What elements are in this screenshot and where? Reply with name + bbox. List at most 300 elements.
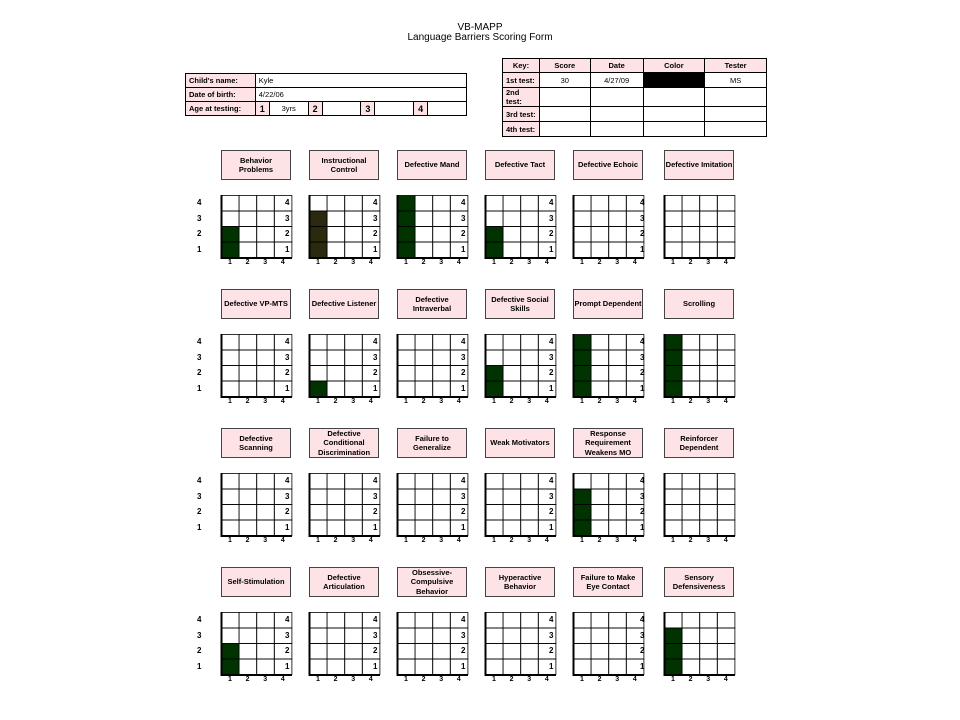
score-cell[interactable] — [415, 520, 433, 536]
score-cell[interactable] — [345, 505, 363, 521]
score-cell[interactable] — [327, 613, 345, 629]
score-cell[interactable] — [503, 381, 521, 397]
score-cell[interactable] — [717, 242, 735, 258]
key-tester-field[interactable] — [705, 107, 767, 122]
score-cell[interactable] — [717, 366, 735, 382]
score-cell[interactable] — [503, 489, 521, 505]
score-cell[interactable] — [574, 613, 592, 629]
score-cell[interactable] — [239, 628, 257, 644]
score-cell[interactable] — [310, 613, 328, 629]
score-cell[interactable] — [665, 474, 683, 490]
score-cell[interactable] — [415, 227, 433, 243]
score-cell[interactable] — [239, 505, 257, 521]
score-cell[interactable] — [310, 366, 328, 382]
child-name-field[interactable]: Kyle — [255, 74, 466, 88]
score-cell[interactable] — [415, 242, 433, 258]
score-cell[interactable] — [665, 196, 683, 212]
score-cell[interactable] — [345, 659, 363, 675]
score-cell[interactable] — [398, 628, 416, 644]
score-cell[interactable] — [700, 474, 718, 490]
score-cell[interactable] — [327, 242, 345, 258]
score-cell[interactable] — [239, 381, 257, 397]
score-cell[interactable] — [717, 628, 735, 644]
score-cell[interactable] — [486, 474, 504, 490]
score-cell[interactable] — [345, 489, 363, 505]
score-cell[interactable] — [415, 196, 433, 212]
score-cell[interactable] — [327, 659, 345, 675]
score-cell[interactable] — [700, 520, 718, 536]
score-cell[interactable] — [574, 211, 592, 227]
score-cell[interactable] — [222, 505, 240, 521]
score-cell[interactable] — [345, 242, 363, 258]
score-cell[interactable] — [398, 366, 416, 382]
score-cell[interactable] — [682, 489, 700, 505]
score-cell[interactable] — [257, 628, 275, 644]
score-cell[interactable] — [327, 227, 345, 243]
age-field-4[interactable] — [428, 102, 467, 116]
score-cell[interactable] — [682, 196, 700, 212]
score-cell[interactable] — [700, 211, 718, 227]
score-cell[interactable] — [345, 474, 363, 490]
score-cell[interactable] — [398, 350, 416, 366]
score-cell[interactable] — [503, 474, 521, 490]
score-cell[interactable] — [503, 366, 521, 382]
score-cell[interactable] — [433, 644, 451, 660]
score-cell[interactable] — [415, 644, 433, 660]
score-cell[interactable] — [415, 628, 433, 644]
score-cell[interactable] — [700, 659, 718, 675]
score-cell[interactable] — [239, 520, 257, 536]
score-cell[interactable] — [665, 211, 683, 227]
score-cell[interactable] — [521, 474, 539, 490]
score-cell[interactable] — [609, 613, 627, 629]
score-cell[interactable] — [239, 227, 257, 243]
score-cell[interactable] — [521, 659, 539, 675]
score-cell[interactable] — [574, 196, 592, 212]
score-cell[interactable] — [574, 474, 592, 490]
score-cell[interactable] — [591, 474, 609, 490]
score-cell[interactable] — [486, 644, 504, 660]
score-cell[interactable] — [700, 335, 718, 351]
score-cell[interactable] — [609, 211, 627, 227]
score-cell[interactable] — [222, 613, 240, 629]
score-cell[interactable] — [503, 242, 521, 258]
score-cell[interactable] — [591, 335, 609, 351]
score-cell[interactable] — [717, 474, 735, 490]
score-cell[interactable] — [609, 381, 627, 397]
score-cell[interactable] — [717, 227, 735, 243]
score-cell[interactable] — [486, 613, 504, 629]
score-cell[interactable] — [222, 211, 240, 227]
score-cell[interactable] — [433, 196, 451, 212]
score-cell[interactable] — [717, 350, 735, 366]
score-cell[interactable] — [327, 628, 345, 644]
score-cell[interactable] — [345, 196, 363, 212]
score-cell[interactable] — [503, 613, 521, 629]
score-cell[interactable] — [310, 335, 328, 351]
score-cell[interactable] — [591, 350, 609, 366]
score-cell[interactable] — [222, 350, 240, 366]
score-cell[interactable] — [682, 474, 700, 490]
score-cell[interactable] — [682, 659, 700, 675]
score-cell[interactable] — [433, 366, 451, 382]
score-cell[interactable] — [503, 211, 521, 227]
score-cell[interactable] — [521, 644, 539, 660]
score-cell[interactable] — [239, 211, 257, 227]
score-cell[interactable] — [503, 659, 521, 675]
score-cell[interactable] — [591, 242, 609, 258]
score-cell[interactable] — [433, 520, 451, 536]
score-cell[interactable] — [700, 350, 718, 366]
key-color-swatch[interactable] — [643, 73, 705, 88]
score-cell[interactable] — [521, 211, 539, 227]
score-cell[interactable] — [591, 211, 609, 227]
score-cell[interactable] — [591, 613, 609, 629]
score-cell[interactable] — [591, 381, 609, 397]
score-cell[interactable] — [310, 505, 328, 521]
score-cell[interactable] — [486, 628, 504, 644]
score-cell[interactable] — [398, 474, 416, 490]
score-cell[interactable] — [609, 659, 627, 675]
score-cell[interactable] — [609, 628, 627, 644]
score-cell[interactable] — [327, 520, 345, 536]
age-field-3[interactable] — [375, 102, 414, 116]
score-cell[interactable] — [257, 489, 275, 505]
score-cell[interactable] — [327, 505, 345, 521]
score-cell[interactable] — [415, 659, 433, 675]
score-cell[interactable] — [222, 366, 240, 382]
score-cell[interactable] — [257, 505, 275, 521]
dob-field[interactable]: 4/22/06 — [255, 88, 466, 102]
score-cell[interactable] — [609, 489, 627, 505]
score-cell[interactable] — [257, 659, 275, 675]
score-cell[interactable] — [574, 227, 592, 243]
score-cell[interactable] — [700, 489, 718, 505]
score-cell[interactable] — [486, 335, 504, 351]
score-cell[interactable] — [310, 520, 328, 536]
score-cell[interactable] — [257, 613, 275, 629]
key-score-field[interactable] — [539, 88, 590, 107]
score-cell[interactable] — [257, 211, 275, 227]
score-cell[interactable] — [327, 211, 345, 227]
score-cell[interactable] — [257, 196, 275, 212]
score-cell[interactable] — [398, 381, 416, 397]
score-cell[interactable] — [222, 474, 240, 490]
score-cell[interactable] — [222, 489, 240, 505]
score-cell[interactable] — [345, 613, 363, 629]
age-field-2[interactable] — [322, 102, 361, 116]
score-cell[interactable] — [345, 628, 363, 644]
score-cell[interactable] — [433, 505, 451, 521]
score-cell[interactable] — [327, 335, 345, 351]
score-cell[interactable] — [717, 644, 735, 660]
score-cell[interactable] — [682, 211, 700, 227]
score-cell[interactable] — [665, 505, 683, 521]
score-cell[interactable] — [257, 350, 275, 366]
score-cell[interactable] — [239, 644, 257, 660]
score-cell[interactable] — [609, 505, 627, 521]
score-cell[interactable] — [521, 196, 539, 212]
score-cell[interactable] — [682, 335, 700, 351]
score-cell[interactable] — [257, 474, 275, 490]
score-cell[interactable] — [591, 227, 609, 243]
score-cell[interactable] — [503, 227, 521, 243]
score-cell[interactable] — [700, 242, 718, 258]
score-cell[interactable] — [503, 350, 521, 366]
key-color-swatch[interactable] — [643, 107, 705, 122]
score-cell[interactable] — [700, 366, 718, 382]
score-cell[interactable] — [700, 613, 718, 629]
score-cell[interactable] — [503, 644, 521, 660]
score-cell[interactable] — [609, 196, 627, 212]
score-cell[interactable] — [521, 227, 539, 243]
score-cell[interactable] — [415, 335, 433, 351]
score-cell[interactable] — [700, 628, 718, 644]
score-cell[interactable] — [486, 196, 504, 212]
score-cell[interactable] — [433, 381, 451, 397]
score-cell[interactable] — [239, 613, 257, 629]
score-cell[interactable] — [415, 474, 433, 490]
score-cell[interactable] — [310, 489, 328, 505]
score-cell[interactable] — [682, 350, 700, 366]
score-cell[interactable] — [327, 366, 345, 382]
score-cell[interactable] — [327, 381, 345, 397]
score-cell[interactable] — [700, 381, 718, 397]
score-cell[interactable] — [574, 628, 592, 644]
score-cell[interactable] — [239, 659, 257, 675]
score-cell[interactable] — [433, 242, 451, 258]
score-cell[interactable] — [682, 613, 700, 629]
score-cell[interactable] — [609, 366, 627, 382]
score-cell[interactable] — [327, 350, 345, 366]
score-cell[interactable] — [700, 505, 718, 521]
key-color-swatch[interactable] — [643, 88, 705, 107]
score-cell[interactable] — [717, 520, 735, 536]
score-cell[interactable] — [609, 644, 627, 660]
score-cell[interactable] — [327, 489, 345, 505]
key-tester-field[interactable] — [705, 122, 767, 137]
score-cell[interactable] — [239, 242, 257, 258]
key-score-field[interactable]: 30 — [539, 73, 590, 88]
score-cell[interactable] — [609, 335, 627, 351]
score-cell[interactable] — [345, 227, 363, 243]
score-cell[interactable] — [222, 381, 240, 397]
score-cell[interactable] — [665, 242, 683, 258]
score-cell[interactable] — [591, 505, 609, 521]
score-cell[interactable] — [257, 366, 275, 382]
score-cell[interactable] — [345, 350, 363, 366]
score-cell[interactable] — [682, 505, 700, 521]
score-cell[interactable] — [222, 520, 240, 536]
score-cell[interactable] — [398, 505, 416, 521]
score-cell[interactable] — [310, 644, 328, 660]
score-cell[interactable] — [239, 474, 257, 490]
score-cell[interactable] — [239, 196, 257, 212]
score-cell[interactable] — [433, 350, 451, 366]
score-cell[interactable] — [486, 489, 504, 505]
score-cell[interactable] — [521, 628, 539, 644]
score-cell[interactable] — [521, 505, 539, 521]
score-cell[interactable] — [682, 227, 700, 243]
age-field-1[interactable]: 3yrs — [269, 102, 308, 116]
score-cell[interactable] — [503, 520, 521, 536]
score-cell[interactable] — [398, 520, 416, 536]
score-cell[interactable] — [591, 628, 609, 644]
score-cell[interactable] — [609, 474, 627, 490]
score-cell[interactable] — [398, 613, 416, 629]
score-cell[interactable] — [521, 381, 539, 397]
score-cell[interactable] — [310, 659, 328, 675]
score-cell[interactable] — [717, 613, 735, 629]
score-cell[interactable] — [257, 381, 275, 397]
score-cell[interactable] — [609, 520, 627, 536]
score-cell[interactable] — [345, 644, 363, 660]
score-cell[interactable] — [433, 335, 451, 351]
score-cell[interactable] — [433, 211, 451, 227]
score-cell[interactable] — [717, 381, 735, 397]
score-cell[interactable] — [486, 520, 504, 536]
score-cell[interactable] — [415, 381, 433, 397]
score-cell[interactable] — [682, 520, 700, 536]
score-cell[interactable] — [415, 613, 433, 629]
score-cell[interactable] — [415, 505, 433, 521]
score-cell[interactable] — [574, 242, 592, 258]
score-cell[interactable] — [700, 196, 718, 212]
score-cell[interactable] — [257, 227, 275, 243]
score-cell[interactable] — [327, 474, 345, 490]
score-cell[interactable] — [717, 211, 735, 227]
score-cell[interactable] — [345, 211, 363, 227]
key-date-field[interactable] — [590, 107, 643, 122]
score-cell[interactable] — [310, 196, 328, 212]
key-date-field[interactable]: 4/27/09 — [590, 73, 643, 88]
score-cell[interactable] — [609, 227, 627, 243]
score-cell[interactable] — [609, 242, 627, 258]
score-cell[interactable] — [433, 489, 451, 505]
score-cell[interactable] — [433, 613, 451, 629]
y-tick-label: 1 — [373, 244, 378, 254]
score-cell[interactable] — [682, 381, 700, 397]
score-cell[interactable] — [257, 242, 275, 258]
score-cell[interactable] — [345, 520, 363, 536]
score-cell[interactable] — [415, 489, 433, 505]
score-cell[interactable] — [591, 196, 609, 212]
score-cell[interactable] — [257, 520, 275, 536]
score-cell[interactable] — [310, 474, 328, 490]
score-cell[interactable] — [310, 350, 328, 366]
score-cell[interactable] — [591, 520, 609, 536]
score-cell[interactable] — [486, 505, 504, 521]
score-cell[interactable] — [398, 659, 416, 675]
score-cell[interactable] — [433, 474, 451, 490]
score-cell[interactable] — [665, 227, 683, 243]
score-cell[interactable] — [700, 644, 718, 660]
score-cell[interactable] — [665, 489, 683, 505]
score-cell[interactable] — [327, 644, 345, 660]
score-cell[interactable] — [257, 335, 275, 351]
score-cell[interactable] — [398, 644, 416, 660]
score-cell[interactable] — [665, 520, 683, 536]
score-cell[interactable] — [521, 366, 539, 382]
score-cell[interactable] — [239, 350, 257, 366]
key-color-swatch[interactable] — [643, 122, 705, 137]
score-cell[interactable] — [521, 489, 539, 505]
score-cell[interactable] — [239, 489, 257, 505]
score-cell[interactable] — [503, 196, 521, 212]
score-cell[interactable] — [521, 520, 539, 536]
score-cell[interactable] — [521, 242, 539, 258]
score-cell[interactable] — [415, 211, 433, 227]
score-cell[interactable] — [239, 335, 257, 351]
score-cell[interactable] — [345, 381, 363, 397]
score-cell[interactable] — [717, 489, 735, 505]
score-cell[interactable] — [682, 644, 700, 660]
score-cell[interactable] — [591, 366, 609, 382]
score-cell[interactable] — [682, 628, 700, 644]
key-score-field[interactable] — [539, 122, 590, 137]
score-cell[interactable] — [415, 366, 433, 382]
score-cell[interactable] — [717, 335, 735, 351]
score-cell[interactable] — [503, 628, 521, 644]
y-tick-label: 1 — [197, 522, 202, 532]
score-cell[interactable] — [521, 350, 539, 366]
score-cell[interactable] — [433, 659, 451, 675]
score-cell[interactable] — [609, 350, 627, 366]
score-cell[interactable] — [415, 350, 433, 366]
score-cell[interactable] — [717, 505, 735, 521]
score-cell[interactable] — [486, 350, 504, 366]
score-cell[interactable] — [521, 613, 539, 629]
score-cell[interactable] — [222, 628, 240, 644]
key-tester-field[interactable] — [705, 88, 767, 107]
score-cell[interactable] — [503, 335, 521, 351]
score-cell[interactable] — [682, 242, 700, 258]
score-cell[interactable] — [574, 659, 592, 675]
score-cell[interactable] — [700, 227, 718, 243]
key-tester-field[interactable]: MS — [705, 73, 767, 88]
key-date-field[interactable] — [590, 88, 643, 107]
key-score-field[interactable] — [539, 107, 590, 122]
score-cell[interactable] — [665, 613, 683, 629]
score-cell[interactable] — [398, 489, 416, 505]
score-cell[interactable] — [591, 659, 609, 675]
score-cell[interactable] — [222, 196, 240, 212]
score-cell[interactable] — [717, 659, 735, 675]
score-cell[interactable] — [345, 335, 363, 351]
score-cell[interactable] — [327, 196, 345, 212]
score-cell[interactable] — [257, 644, 275, 660]
y-tick-label: 2 — [197, 507, 202, 516]
score-cell[interactable] — [591, 489, 609, 505]
key-date-field[interactable] — [590, 122, 643, 137]
score-cell[interactable] — [433, 227, 451, 243]
score-cell[interactable] — [486, 659, 504, 675]
score-cell[interactable] — [521, 335, 539, 351]
score-cell[interactable] — [503, 505, 521, 521]
score-cell[interactable] — [591, 644, 609, 660]
score-cell[interactable] — [222, 335, 240, 351]
score-cell[interactable] — [433, 628, 451, 644]
score-cell[interactable] — [717, 196, 735, 212]
score-cell[interactable] — [398, 335, 416, 351]
score-cell[interactable] — [345, 366, 363, 382]
score-cell[interactable] — [486, 211, 504, 227]
score-cell[interactable] — [239, 366, 257, 382]
score-cell[interactable] — [574, 644, 592, 660]
y-tick-label: 1 — [549, 244, 554, 254]
score-cell[interactable] — [310, 628, 328, 644]
score-cell[interactable] — [682, 366, 700, 382]
